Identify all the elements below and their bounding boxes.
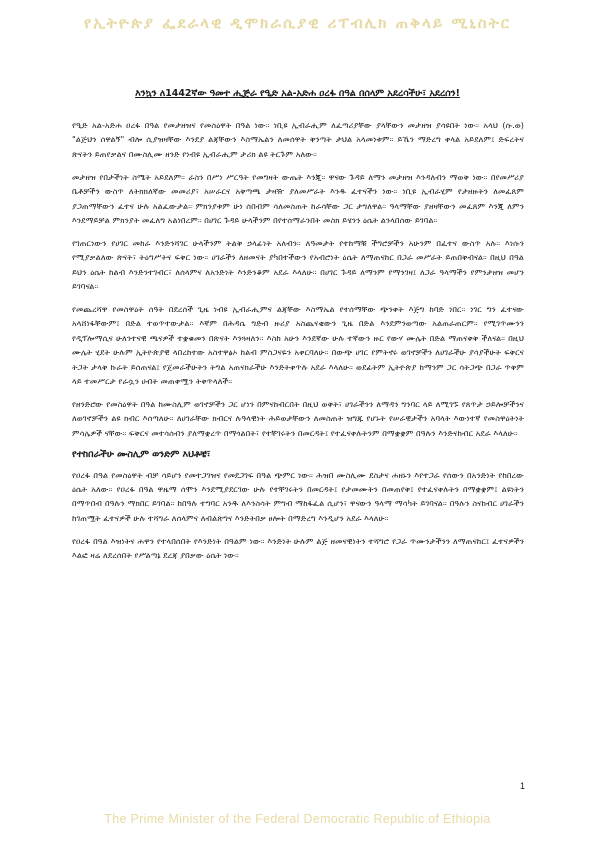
paragraph-2: መታዘዝ የበታችነት ስሜት አይደለም። ራስን በሥነ ሥርዓት የመግዛት ውጤት እንጂ። ዋናው ጉዳይ ለማን መታዘዝ እንዳለብን ማወቅ ነው። በየመሥሪያ ቤቶቻችን ውስጥ ለትክክለኛው መመሪያ፣ አሠራርና አቅጣጫ ታዛዥ ያለመሥራት እንዱ ፈተናችን ነው። ነቢዩ ኢብራሂም የታዘዙትን ለመፈጸም ያጋጠማቸውን ፈተና ሁሉ አልፈውታል። ምክንያቱም ሁነ ሰበብም ሳለመስጠት ከራሳቸው ጋር ታግለዋል። ዓላማቸው ያዘዛቸውን መፈጸም እንጂ ለምን እንደማይቻል ምክንያት መፈለግ አልነበረም። በሀገር ጉዳይ ሁላችንም በየተሰማራንበት መስክ ይሄንን ዕሴት ልንላበሰው ይገባል። [72, 171, 524, 225]
letterhead-footer: The Prime Minister of the Federal Democratic Republic of Ethiopia [104, 812, 491, 826]
paragraph-6: የዐረፋ በዓል የመስዕዋት ብቻ ሳይሆን የመተጋገዝና የመደጋገፍ በዓል ጭምር ነው። ሕዝበ ሙስሊሙ ደስታና ሐዘኑን እየተጋራ የሰውን በአንድነት የከበረው ዕሴት አለው። የዐረፋ በዓል ዋዜማ ሰሞን እንደሚያደርገው ሁሉ የተቸገሩትን በመርዳት፤ የታመሙትን በመጠየቅ፤ የተፈናቀሉትን በማቋቋም፤ ልዩነትን በማጥበብ በዓሉን ማክበር ይገባል። ከበዓሉ ተግባር አንዱ ለእንስሳት ምግብ ማከፋፈል ሲሆን፣ ዋናውን ዓላማ ማሳካት ይገባናል። በዓሉን ስናከብር ሀገራችን ከገጠሟት ፈተናዎች ሁሉ ተሻግራ ለሰላምና ለብልጽግና እንድትበቃ ፀሎት በማድረግ እንዲሆን አደራ እላለሁ። [72, 469, 524, 523]
page-number: 1 [519, 781, 525, 791]
paragraph-5: የዘንድሮው የመስዕዋት በዓል ከሙስሊም ወገኖቻችን ጋር ሆነን በምናከብርበት በዚህ ወቅት፣ ሀገራችንን ለማዳን ግንባር ላይ ለሚገኙ የጸጥታ ኃይሎቻችንና ለወገኖቻችን ልዩ ክብር እሰጣለሁ። ለሀገራቸው ክብርና ሉዓላዊነት ሕይወታቸውን ለመስጠት ዝግጁ የሆኑት የሠራዊታችን አባላት እውነተኛ የመስዋዕትነት ምሳሌዎች ናቸው። ፍቅርና መተሳሰብን ያለማቋረጥ በማጎልበት፣ የተቸገሩትን በመርዳት፤ የተፈናቀሉትንም በማቋቋም በዓሉን እንድናከብር አደራ እላለሁ። [72, 398, 524, 438]
paragraph-1: የዒድ አል-አድሐ ዐረፋ በዓል የመታዘዝና የመስዕዋት በዓል ነው። ነቢዩ ኢብራሒም ለፈጣሪያቸው ያላቸውን መታዘዝ ያሳዩበት ነው። አላህ (ሱ.ወ) "ልጅህን ሰዋልኝ" ብሎ ሲያዝዛቸው እንደያ ልጃቸውን እስማኤልን ለመሰዋት ቅንጣት ታህል አላመነቱም። ይኼን ማድረግ ቀላል አይደለም፤ ድፍረትና ጽናትን ይጠየቃልና በሙስሊሙ ዘንድ የነብዩ ኢብራሒም ታሪክ ልዩ ትርጉም አለው። [72, 120, 524, 159]
paragraph-4: የመጨረሻዋ የመስዋዕት ሰዓት በደረሰች ጊዜ ነብዩ ኢብራሒምና ልጃቸው እስማኤል የተሰማቸው ጭንቀት እጅግ ከባድ ነበር። ነገር ግን ፈተናው አላሸነፋቸውም፤ በድል ተወጥተውታል። እኛም በሕዳሴ ግድብ ዙሪያ አስጨናቂውን ጊዜ በድል እንደምንወጣው አልጠራጠርም። የሚገጥሙንን የዲፕሎማሲና ሁለንተናዊ ጫናዎች ተቋቁመን በጽናት እንጓዛለን። እስከ አሁን እንደኛው ሁሉ ተኛውን ዙር የውሃ ሙሌት በድል ማጠናቀቅ ችለናል። በዚህ ሙሌት ሂደት ሁሉም ኢትዮጵያዊ ላበረከተው አስተዋፅኦ ከልብ ምስጋናዬን አቀርባለሁ። በውጭ ሀገር የምትኖሩ ወገኖቻችን ለሀገራችሁ ያሳያችሁት ፍቅርና ትጋት ታላቅ ኩራት ይሰጠናል፤ የጀመራችሁትን ትግል አጠናክራችሁ እንድትቀጥሉ አደራ እላለሁ። ወደፊትም ኢትዮጵያ ከማንም ጋር ሳትጋጭ በጋራ ጥቅም ላይ ተመሥርታ የራሷን ሀብት መጠቀሟን ትቀጥላለች። [72, 303, 524, 386]
letterhead-title: የኢትዮጵያ ፌደራላዊ ዲሞክራሲያዊ ሪፐብሊክ ጠቅላይ ሚኒስትር [83, 14, 512, 32]
document-body [72, 118, 524, 571]
paragraph-3: የገጠርነውን የሀገር መከራ እንድንሻገር ሁላችንም ትልቅ ኃላፊነት አለብን። ለዓመታት የተከማቹ ችግሮቻችን አሁንም በፈተና ውስጥ አሉ። እነሱን የሚያቃልለው ጽናት፣ ትዕግሥትና ፍቅር ነው። ሀገራችን ለዘመናት ያካበተችውን የአብሮነት ዕሴት ለማጠናከር በጋራ መሥራት ይጠበቅብናል። በዚህ በዓል ይህን ዕሴት ከልብ እንድንተገብር፣ ለሰላምና ለአንድነት እንድንቆም አደራ እላለሁ። በሀገር ጉዳይ ለማንም የማንገዛ፤ ለጋራ ዓላማችን የምንታዘዝ መሆን ይገባናል። [72, 237, 524, 292]
paragraph-7: የዐረፋ በዓል እዝነትና ሐዋን የተላበሰበት የእንድነት በዓልም ነው። እንድነት ሁሉም ልጅ ዘመናዊነትን ተሻግሮ የጋራ ጥሙንታችንን ለማጠናከር፤ ፈተናዎችን እልፎ ዛሬ ለደረሰበት የሥልጣኔ ደረጃ ያበቃው ዕሴት ነው። [72, 535, 524, 561]
document-title: እንኳን ለ1442ኛው ዓመተ ሒጅራ የዒድ አል-አድሐ ዐረፋ በዓል በሰላም አደረሳችሁ፣ አደረሰን! [135, 88, 460, 99]
section-heading: የተከበራችሁ ሙስሊም ወንድም እህቶቼ፣ [72, 448, 211, 460]
